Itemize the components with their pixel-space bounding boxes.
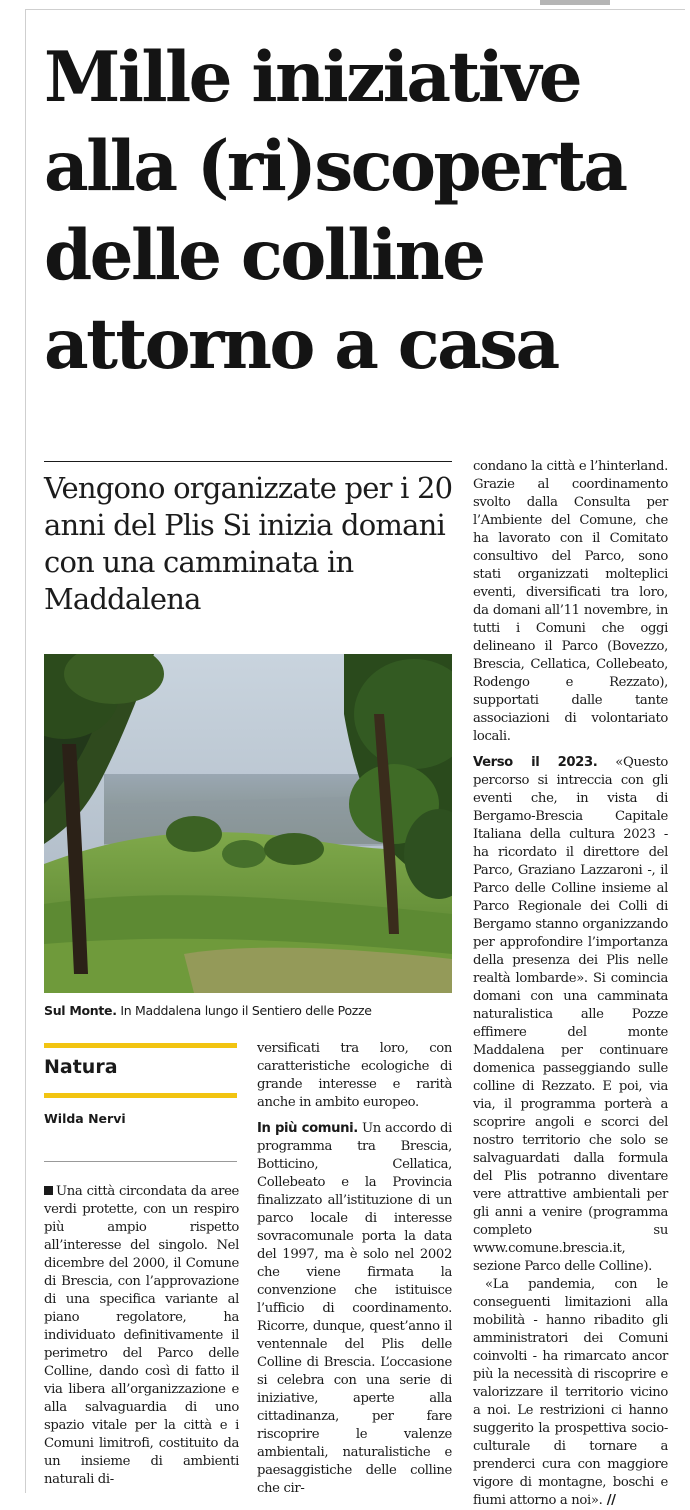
caption-label: Sul Monte. bbox=[44, 1003, 117, 1018]
article-end-mark: // bbox=[602, 1493, 616, 1508]
section-bar-bottom bbox=[44, 1093, 237, 1098]
article-subheadline: Vengono organizzate per i 20 anni del Plis Si inizia domani con una camminata in Maddalena bbox=[44, 471, 453, 616]
subhead-verso-il-2023: Verso il 2023. bbox=[473, 755, 598, 770]
column3-paragraph-3: «La pandemia, con le conseguenti limitazioni alla mobilità - hanno ribadito gli amministratori dei Comuni coinvolti - ha rimarcato ancor più la necessità di riscoprire e valorizzare il territorio vicino a noi. Le restrizioni ci hanno suggerito la prospettiva socio-culturale di tornare a prenderci cura con maggiore vigore di montagne, boschi e fiumi attorno a noi». bbox=[473, 1277, 668, 1508]
photo-caption bbox=[44, 1003, 464, 1018]
hillside-landscape-image bbox=[44, 654, 452, 993]
page-top-mark bbox=[540, 0, 610, 5]
body-column-2 bbox=[257, 1040, 452, 1498]
section-bar-top bbox=[44, 1043, 237, 1048]
body-column-3 bbox=[473, 458, 668, 1510]
column3-paragraph-2: «Questo percorso si intreccia con gli eventi che, in vista di Bergamo-Brescia Capitale Italiana della cultura 2023 - ha ricordato il direttore del Parco, Graziano Lazzaroni -, il Parco delle Colline insieme al Parco Regionale dei Colli di Bergamo stanno organizzando per approfondire l’importanza della presenza dei Plis nelle realtà lombarde». Si comincia domani con una camminata naturalistica alle Pozze effimere del monte Maddalena per continuare domenica passeggiando sulle colline di Rezzato. E poi, via via, il programma porterà a scoprire angoli e scorci del nostro territorio che solo se salvaguardati dalla formula del Plis potranno diventare vere attrattive ambientali per gli anni a venire (programma completo su www.comune.brescia.it, sezione Parco delle Colline). bbox=[473, 755, 668, 1274]
caption-text: In Maddalena lungo il Sentiero delle Pozze bbox=[116, 1003, 372, 1018]
article-headline: Mille iniziative alla (ri)scoperta delle colline attorno a casa bbox=[44, 37, 626, 385]
byline-rule bbox=[44, 1161, 237, 1162]
deck-rule bbox=[44, 461, 452, 462]
subhead-in-piu-comuni: In più comuni. bbox=[257, 1121, 358, 1136]
body-column-1 bbox=[44, 1183, 239, 1489]
column3-paragraph-1: condano la città e l’hinterland. Grazie al coordinamento svolto dalla Consulta per l’Ambiente del Comune, che ha lavorato con il Comitato consultivo del Parco, sono stati organizzati molteplici eventi, diversificati tra loro, da domani all’11 novembre, in tutti i Comuni che oggi delineano il Parco (Bovezzo, Brescia, Cellatica, Collebeato, Rodengo e Rezzato), supportati dalle tante associazioni di volontariato locali. bbox=[473, 459, 668, 744]
section-label: Natura bbox=[44, 1056, 118, 1078]
article-photo bbox=[44, 654, 452, 993]
column2-paragraph-2: Un accordo di programma tra Brescia, Botticino, Cellatica, Collebeato e la Provincia finalizzato all’istituzione di un parco locale di interesse sovracomunale porta la data del 1997, ma è solo nel 2002 che viene firmata la convenzione che istituisce l’ufficio di coordinamento. Ricorre, dunque, quest’anno il ventennale del Plis delle Colline di Brescia. L’occasione si celebra con una serie di iniziative, aperte alla cittadinanza, per fare riscoprire le valenze ambientali, naturalistiche e paesaggistiche delle colline che cir- bbox=[257, 1121, 452, 1496]
column1-paragraph: Una città circondata da aree verdi protette, con un respiro più ampio rispetto all’interesse del singolo. Nel dicembre del 2000, il Comune di Brescia, con l’approvazione di una specifica variante al piano regolatore, ha individuato definitivamente il perimetro del Parco delle Colline, dando così di fatto il via libera all’organizzazione e alla salvaguardia di uno spazio vitale per la città e i Comuni limitrofi, costituito da un insieme di ambienti naturali di- bbox=[44, 1184, 239, 1487]
author-byline: Wilda Nervi bbox=[44, 1111, 126, 1126]
paragraph-square-icon bbox=[44, 1186, 53, 1195]
column2-paragraph-1: versificati tra loro, con caratteristiche ecologiche di grande interesse e rarità anche in ambito europeo. bbox=[257, 1041, 452, 1110]
